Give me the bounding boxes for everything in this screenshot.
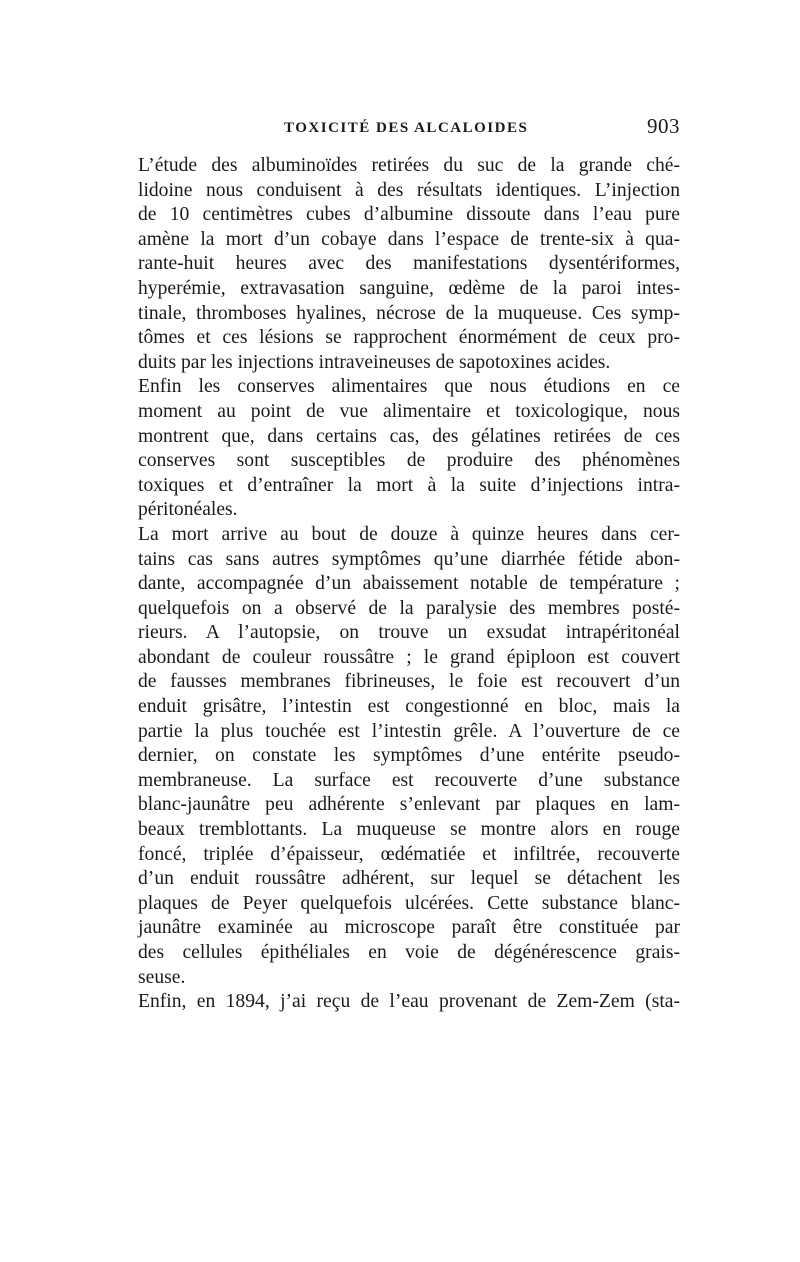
text-line: amène la mort d’un cobaye dans l’espace de trente-six à qua- xyxy=(138,228,680,250)
text-line: enduit grisâtre, l’intestin est congestionné en bloc, mais la xyxy=(138,696,680,718)
text-line: jaunâtre examinée au microscope paraît être constituée par xyxy=(138,917,680,939)
text-line: dante, accompagnée d’un abaissement notable de température ; xyxy=(138,573,680,595)
text-line: tains cas sans autres symptômes qu’une diarrhée fétide abon- xyxy=(138,548,680,570)
text-line: lidoine nous conduisent à des résultats identiques. L’injection xyxy=(138,179,680,201)
text-line: montrent que, dans certains cas, des gélatines retirées de ces xyxy=(138,425,680,447)
text-line: Enfin, en 1894, j’ai reçu de l’eau provenant de Zem-Zem (sta- xyxy=(138,991,680,1013)
paragraph-1 xyxy=(118,154,680,375)
text-line: beaux tremblottants. La muqueuse se montre alors en rouge xyxy=(138,819,680,841)
running-head-title: TOXICITÉ DES ALCALOIDES xyxy=(284,120,529,136)
text-line: foncé, triplée d’épaisseur, œdématiée et infiltrée, recouverte xyxy=(138,843,680,865)
text-line: plaques de Peyer quelquefois ulcérées. Cette substance blanc- xyxy=(138,892,680,914)
text-line: de 10 centimètres cubes d’albumine dissoute dans l’eau pure xyxy=(138,204,680,226)
text-line: La mort arrive au bout de douze à quinze heures dans cer- xyxy=(138,523,680,545)
text-line: hyperémie, extravasation sanguine, œdème de la paroi intes- xyxy=(138,277,680,299)
text-line: dernier, on constate les symptômes d’une entérite pseudo- xyxy=(138,745,680,767)
page-number: 903 xyxy=(647,114,680,138)
text-line: tinale, thromboses hyalines, nécrose de la muqueuse. Ces symp- xyxy=(138,302,680,324)
text-line: conserves sont susceptibles de produire des phénomènes xyxy=(138,450,680,472)
text-line: L’étude des albuminoïdes retirées du suc de la grande ché- xyxy=(138,155,680,176)
text-line: tômes et ces lésions se rapprochent énormément de ceux pro- xyxy=(138,327,680,349)
text-line: moment au point de vue alimentaire et toxicologique, nous xyxy=(138,400,680,422)
text-line: partie la plus touchée est l’intestin grêle. A l’ouverture de ce xyxy=(138,720,680,742)
text-line: toxiques et d’entraîner la mort à la suite d’injections intra- xyxy=(138,474,680,496)
text-line: rante-huit heures avec des manifestations dysentériformes, xyxy=(138,253,680,275)
text-line: quelquefois on a observé de la paralysie des membres posté- xyxy=(138,597,680,619)
paragraph-4 xyxy=(118,990,680,1015)
body-text xyxy=(118,154,680,1015)
book-page xyxy=(118,112,680,1015)
paragraph-3 xyxy=(118,523,680,990)
text-line: Enfin les conserves alimentaires que nous étudions en ce xyxy=(138,376,680,398)
text-line: des cellules épithéliales en voie de dégénérescence grais- xyxy=(138,942,680,963)
text-line: blanc-jaunâtre peu adhérente s’enlevant par plaques en lam- xyxy=(138,794,680,816)
text-line: de fausses membranes fibrineuses, le foie est recouvert d’un xyxy=(138,671,680,693)
text-line: duits par les injections intraveineuses de sapotoxines acides. xyxy=(138,351,611,373)
text-line: membraneuse. La surface est recouverte d’une substance xyxy=(138,769,680,791)
text-line: seuse. xyxy=(138,966,186,988)
running-head xyxy=(118,112,680,144)
text-line: abondant de couleur roussâtre ; le grand épiploon est couvert xyxy=(138,646,680,668)
text-line: péritonéales. xyxy=(138,499,238,521)
text-line: rieurs. A l’autopsie, on trouve un exsudat intrapéritonéal xyxy=(138,622,680,644)
paragraph-2 xyxy=(118,375,680,523)
text-line: d’un enduit roussâtre adhérent, sur lequel se détachent les xyxy=(138,868,680,890)
